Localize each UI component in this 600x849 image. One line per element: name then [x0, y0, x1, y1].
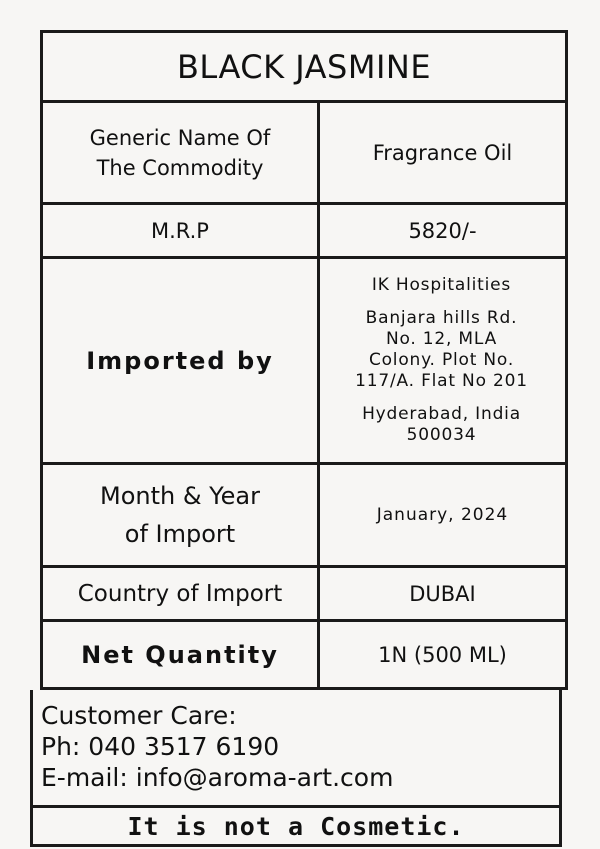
customer-care-email: E-mail: info@aroma-art.com	[41, 763, 394, 792]
product-title: BLACK JASMINE	[43, 33, 565, 103]
product-label-table	[40, 30, 568, 690]
importer-name: IK Hospitalities	[371, 275, 512, 295]
import-date-value: January, 2024	[376, 505, 509, 525]
importer-address-line1: Banjara hills Rd.	[365, 308, 518, 328]
import-date-label-line1: Month & Year	[99, 482, 260, 510]
import-date-row	[43, 465, 565, 568]
importer-address-line3: Colony. Plot No.	[368, 350, 515, 370]
generic-name-label	[43, 103, 320, 202]
quantity-value: 1N (500 ML)	[378, 642, 507, 667]
importer-address-block	[320, 259, 565, 462]
importer-address-line2: No. 12, MLA	[385, 329, 497, 349]
quantity-label: Net Quantity	[43, 622, 320, 687]
country-row	[43, 568, 565, 622]
mrp-value: 5820/-	[408, 218, 477, 243]
cosmetic-disclaimer: It is not a Cosmetic.	[30, 805, 562, 847]
generic-name-label-line1: Generic Name Of	[89, 125, 271, 150]
customer-care-phone: Ph: 040 3517 6190	[41, 732, 280, 761]
import-date-label	[43, 465, 320, 565]
importer-city-line2: 500034	[406, 425, 477, 445]
mrp-row	[43, 205, 565, 259]
customer-care-block	[30, 690, 562, 805]
country-label: Country of Import	[43, 568, 320, 619]
generic-name-label-line2: The Commodity	[96, 155, 264, 180]
generic-name-value: Fragrance Oil	[372, 140, 513, 165]
importer-address-line4: 117/A. Flat No 201	[355, 371, 528, 391]
country-value: DUBAI	[409, 581, 476, 606]
importer-city-line1: Hyderabad, India	[362, 404, 521, 424]
mrp-label: M.R.P	[43, 205, 320, 256]
customer-care-heading: Customer Care:	[41, 701, 237, 730]
generic-name-row	[43, 103, 565, 205]
quantity-row	[43, 622, 565, 687]
importer-row	[43, 259, 565, 465]
importer-label: Imported by	[43, 259, 320, 462]
import-date-label-line2: of Import	[124, 520, 236, 548]
